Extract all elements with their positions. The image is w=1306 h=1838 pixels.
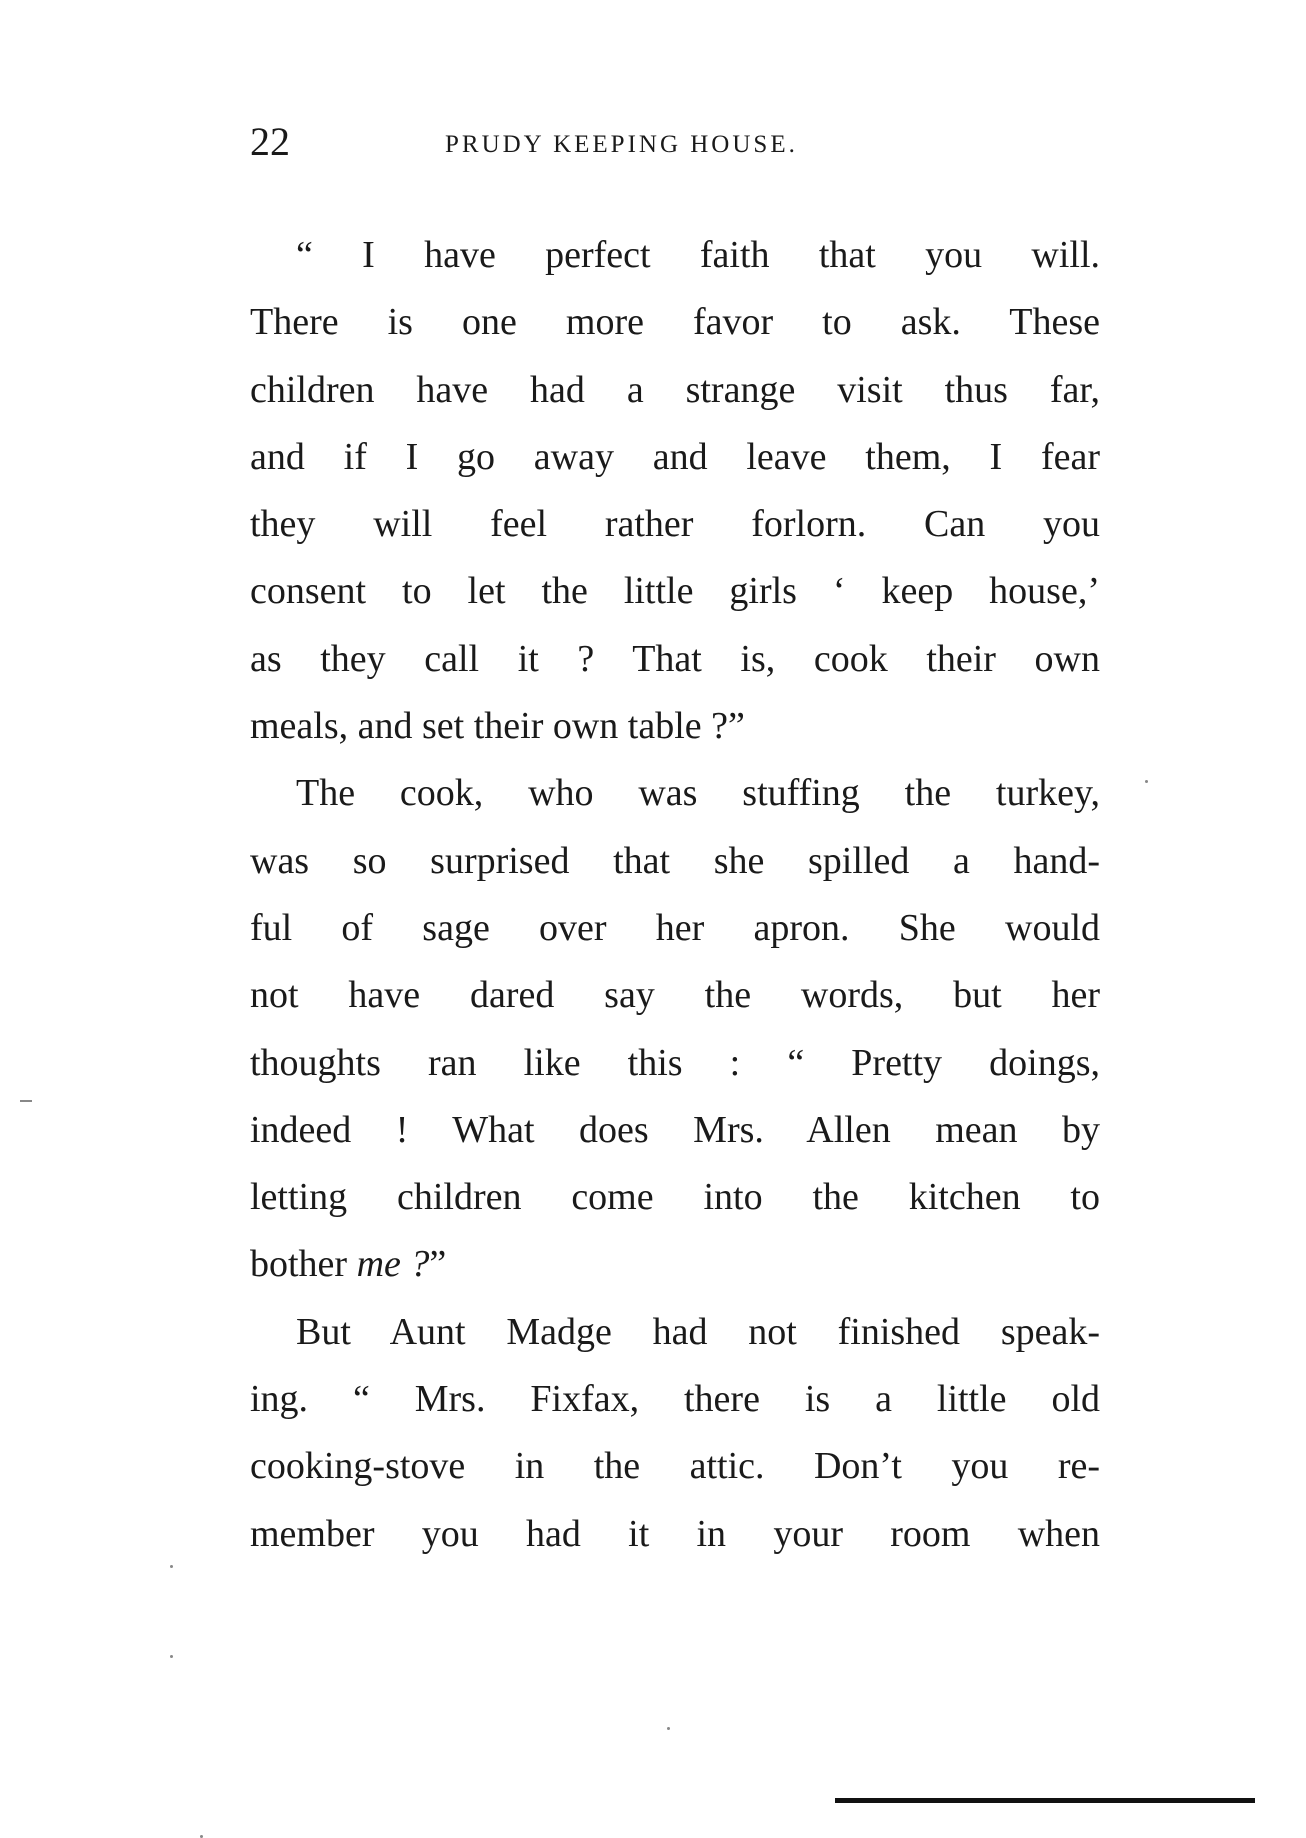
italic-text: me ?: [356, 1243, 430, 1286]
text-line: indeed ! What does Mrs. Allen mean by: [250, 1108, 1100, 1151]
scan-speck: [170, 1565, 173, 1568]
text-line: ing. “ Mrs. Fixfax, there is a little old: [250, 1378, 1100, 1421]
scan-speck: [1145, 780, 1148, 783]
scan-speck: [20, 1100, 32, 1102]
text-line: cooking-stove in the attic. Don’t you re-: [250, 1445, 1100, 1488]
text-line: thoughts ran like this : “ Pretty doings,: [250, 1041, 1100, 1084]
text-line: as they call it ? That is, cook their own: [250, 637, 1100, 680]
text-line: they will feel rather forlorn. Can you: [250, 503, 1100, 546]
text-line: member you had it in your room when: [250, 1512, 1100, 1555]
text-line: But Aunt Madge had not finished speak-: [296, 1310, 1100, 1353]
text-line: The cook, who was stuffing the turkey,: [296, 772, 1100, 815]
text-line: “ I have perfect faith that you will.: [296, 234, 1100, 276]
bottom-rule: [835, 1798, 1255, 1803]
body-text: [250, 222, 1100, 1568]
text-run: ”: [429, 1243, 447, 1286]
text-line: letting children come into the kitchen to: [250, 1176, 1100, 1219]
paragraph-3: [250, 1299, 1100, 1568]
text-line: There is one more favor to ask. These: [250, 301, 1100, 344]
text-line: meals, and set their own table ?”: [250, 705, 745, 748]
text-line: consent to let the little girls ‘ keep house,’: [250, 570, 1100, 613]
text-line: ful of sage over her apron. She would: [250, 906, 1100, 949]
running-title: PRUDY KEEPING HOUSE.: [445, 131, 798, 158]
scan-speck: [667, 1727, 670, 1730]
scan-speck: [170, 1655, 173, 1658]
paragraph-1: [250, 222, 1100, 760]
page-number: 22: [250, 119, 290, 164]
paragraph-2: [250, 760, 1100, 1298]
text-line: was so surprised that she spilled a hand-: [250, 839, 1100, 882]
text-line: children have had a strange visit thus far,: [250, 368, 1100, 411]
running-head: [250, 118, 1100, 178]
text-run: bother: [250, 1243, 357, 1286]
text-line: not have dared say the words, but her: [250, 974, 1100, 1017]
text-line: and if I go away and leave them, I fear: [250, 435, 1100, 478]
text-line-final: [250, 1231, 1100, 1298]
